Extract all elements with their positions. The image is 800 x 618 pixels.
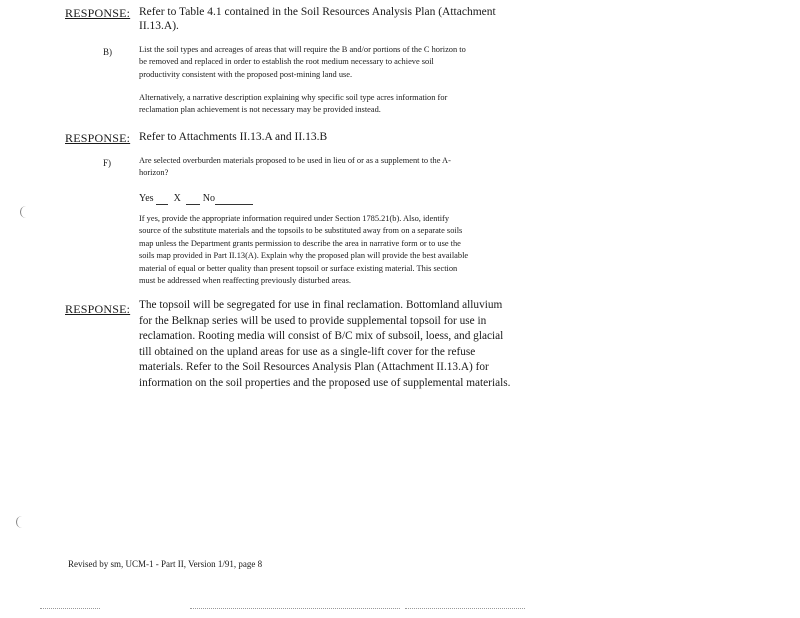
item-b-p1-line-2: be removed and replaced in order to establish the root medium necessary to achieve soil [139, 57, 434, 67]
response-3-line-5: materials. Refer to the Soil Resources Analysis Plan (Attachment II.13.A) for [139, 361, 489, 374]
response-1-text [139, 5, 539, 33]
item-b-p2-line-1: Alternatively, a narrative description explaining why specific soil type acres information for [139, 93, 448, 102]
page-footer: Revised by sm, UCM-1 - Part II, Version 1/91, page 8 [68, 559, 263, 569]
scan-noise-2 [190, 608, 400, 611]
response-label-3: RESPONSE: [65, 302, 131, 316]
yes-label: Yes [139, 193, 154, 204]
item-b-paragraph-1 [139, 44, 539, 81]
item-f-detail-line-5: material of equal or better quality than present topsoil or surface existing material. This section [139, 263, 458, 273]
response-label-2: RESPONSE: [65, 131, 131, 145]
yes-mark: X [173, 193, 181, 204]
yes-blank-1 [156, 193, 168, 205]
item-b-paragraph-2 [139, 92, 539, 117]
no-blank [215, 193, 253, 205]
response-3-line-1: The topsoil will be segregated for use in final reclamation. Bottomland alluvium [139, 299, 503, 311]
response-1-line-2: II.13.A). [139, 20, 179, 32]
scan-artifact-top [20, 206, 31, 218]
scan-artifact-bottom [16, 516, 27, 528]
no-label: No [202, 193, 216, 204]
scan-noise-1 [40, 608, 100, 611]
response-3-line-4: till obtained on the upland areas for use as a single-lift cover for the refuse [139, 345, 476, 358]
item-b-p1-line-3: productivity consistent with the proposed post-mining land use. [139, 69, 353, 79]
item-f-detail-line-3: map unless the Department grants permission to describe the area in narrative form or to use the [139, 238, 461, 248]
yes-blank-2 [186, 193, 200, 205]
item-b-p1-line-1: List the soil types and acreages of areas that will require the B and/or portions of the C horizon to [139, 45, 466, 54]
response-3-line-3: reclamation. Rooting media will consist of B/C mix of subsoil, loess, and glacial [139, 330, 504, 343]
item-f-detail-line-4: soils map provided in Part II.13(A). Explain why the proposed plan will provide the best available [139, 251, 469, 261]
item-f-detail-line-1: If yes, provide the appropriate information required under Section 1785.21(b). Also, identify [139, 214, 450, 223]
response-2-text: Refer to Attachments II.13.A and II.13.B [139, 131, 328, 143]
item-f-letter: F) [103, 158, 112, 168]
item-f-question [139, 155, 539, 180]
response-3-line-2: for the Belknap series will be used to provide supplemental topsoil for use in [139, 314, 487, 327]
response-1-line-1: Refer to Table 4.1 contained in the Soil Resources Analysis Plan (Attachment [139, 6, 496, 18]
scan-noise-3 [405, 608, 525, 611]
item-f-detail [139, 213, 549, 287]
item-f-detail-line-2: source of the substitute materials and the topsoils to be substituted away from on a separate soils [139, 226, 463, 236]
item-b-letter: B) [103, 47, 112, 57]
item-f-question-line-1: Are selected overburden materials proposed to be used in lieu of or as a supplement to the A- [139, 156, 451, 165]
response-3-text [139, 298, 559, 392]
item-f-detail-line-6: must be addressed when reaffecting previously disturbed areas. [139, 276, 351, 286]
yes-no-answer [139, 193, 253, 205]
response-3-line-6: information on the soil properties and the proposed use of supplemental materials. [139, 376, 511, 389]
item-f-question-line-2: horizon? [139, 168, 169, 178]
response-label-1: RESPONSE: [65, 6, 131, 20]
item-b-p2-line-2: reclamation plan achievement is not necessary may be provided instead. [139, 105, 381, 115]
